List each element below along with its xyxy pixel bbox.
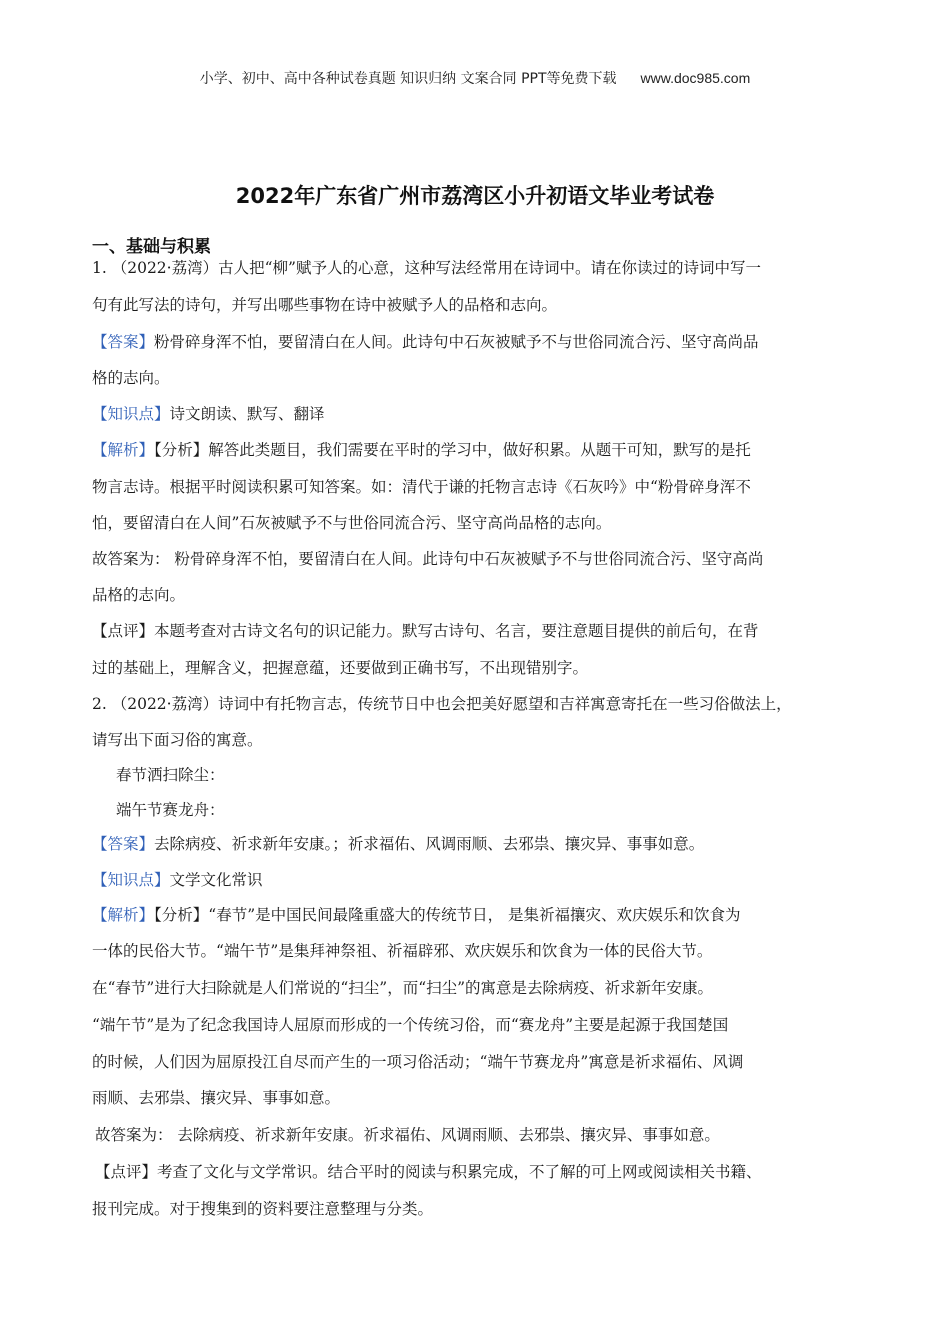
answer-1-line-2: 格的志向。 [92,369,170,387]
analysis-2-line-5: 的时候，人们因为屈原投江自尽而产生的一项习俗活动；“端午节赛龙舟”寓意是祈求福佑、风调 [92,1053,744,1071]
final-answer-1-line-1: 故答案为： 粉骨碎身浑不怕，要留清白在人间。此诗句中石灰被赋予不与世俗同流合污、坚守高尚 [92,550,764,568]
answer-2: 【答案】去除病疫、祈求新年安康。；祈求福佑、风调雨顺、去邪祟、攘灾异、事事如意。 [92,835,705,853]
analysis-tag: 【解析】 [92,441,155,459]
comment-2-line-1: 【点评】考查了文化与文学常识。结合平时的阅读与积累完成，不了解的可上网或阅读相关书籍、 [95,1163,762,1181]
analysis-1-line-1: 【解析】【分析】解答此类题目，我们需要在平时的学习中，做好积累。从题干可知，默写的是托 [92,441,751,459]
question-1-line-1: 1. （2022·荔湾）古人把“柳”赋予人的心意，这种写法经常用在诗词中。请在你读过的诗词中写一 [92,259,761,277]
document-title: 2022年广东省广州市荔湾区小升初语文毕业考试卷 [235,184,715,208]
question-2-item-dragon-boat: 端午节赛龙舟： [116,801,225,819]
answer-1-line-1: 【答案】粉骨碎身浑不怕，要留清白在人间。此诗句中石灰被赋予不与世俗同流合污、坚守高尚品 [92,333,759,351]
final-answer-1-line-2: 品格的志向。 [92,586,186,604]
comment-2-line-2: 报刊完成。对于搜集到的资料要注意整理与分类。 [92,1200,434,1218]
comment-1-line-2: 过的基础上，理解含义，把握意蕴，还要做到正确书写，不出现错别字。 [92,659,589,677]
question-2-line-2: 请写出下面习俗的寓意。 [92,731,263,749]
question-2-item-spring: 春节洒扫除尘： [116,766,225,784]
site-header-text: 小学、初中、高中各种试卷真题 知识归纳 文案合同 PPT等免费下载 [199,71,617,87]
knowledge-point-2: 【知识点】文学文化常识 [92,871,263,889]
site-url[interactable]: www.doc985.com [640,70,751,86]
analysis-1-line-3: 怕，要留清白在人间”石灰被赋予不与世俗同流合污、坚守高尚品格的志向。 [92,514,612,532]
question-2-line-1: 2. （2022·荔湾）诗词中有托物言志，传统节日中也会把美好愿望和吉祥寓意寄托在一些习俗做法上， [92,695,792,713]
analysis-2-line-4: “端午节”是为了纪念我国诗人屈原而形成的一个传统习俗，而“赛龙舟”主要是起源于我国楚国 [92,1016,729,1034]
analysis-2-line-3: 在“春节”进行大扫除就是人们常说的“扫尘”，而“扫尘”的寓意是去除病疫、祈求新年安康。 [92,979,714,997]
analysis-2-line-2: 一体的民俗大节。“端午节”是集拜神祭祖、祈福辟邪、欢庆娱乐和饮食为一体的民俗大节。 [92,942,713,960]
analysis-2-line-1: 【解析】【分析】“春节”是中国民间最隆重盛大的传统节日， 是集祈福攘灾、欢庆娱乐和饮食为 [92,906,741,924]
answer-tag: 【答案】 [92,333,155,351]
analysis-tag: 【解析】 [92,906,155,924]
comment-1-line-1: 【点评】本题考查对古诗文名句的识记能力。默写古诗句、名言，要注意题目提供的前后句，在背 [92,622,759,640]
knowledge-tag: 【知识点】 [92,405,170,423]
analysis-1-line-2: 物言志诗。根据平时阅读积累可知答案。如：清代于谦的托物言志诗《石灰吟》中“粉骨碎身浑不 [92,478,751,496]
analysis-2-line-6: 雨顺、去邪祟、攘灾异、事事如意。 [92,1089,341,1107]
knowledge-point-1: 【知识点】诗文朗读、默写、翻译 [92,405,325,423]
section-heading: 一、基础与积累 [92,237,211,257]
site-header [0,68,950,88]
question-1-line-2: 句有此写法的诗句，并写出哪些事物在诗中被赋予人的品格和志向。 [92,296,558,314]
knowledge-tag: 【知识点】 [92,871,170,889]
final-answer-2: 故答案为： 去除病疫、祈求新年安康。祈求福佑、风调雨顺、去邪祟、攘灾异、事事如意。 [95,1126,720,1144]
answer-tag: 【答案】 [92,835,155,853]
